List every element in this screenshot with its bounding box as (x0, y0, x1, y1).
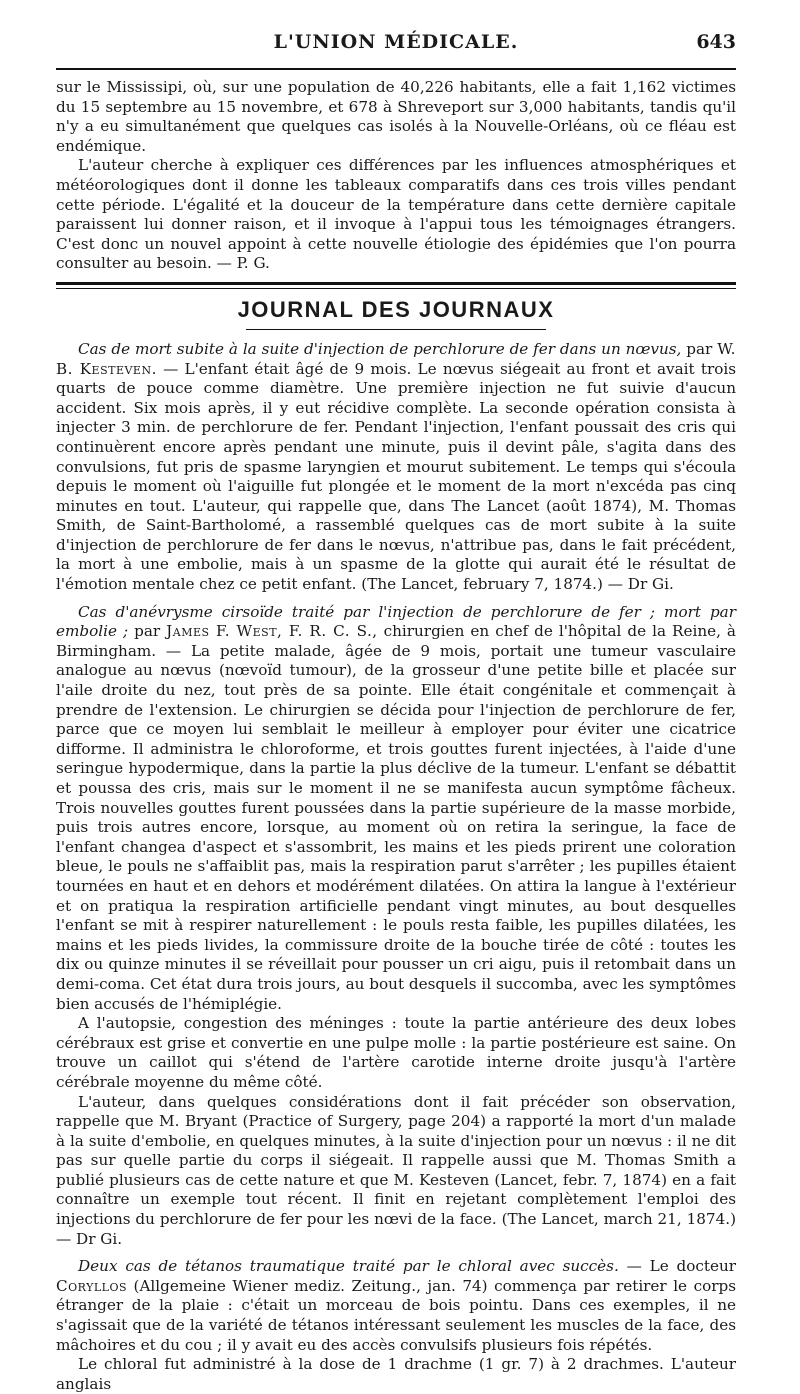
article-author: James F. West, F. R. C. S., (166, 622, 378, 641)
chloral-paragraph: Le chloral fut administré à la dose de 1 drachme (1 gr. 7) à 2 drachmes. L'auteur anglais (56, 1355, 736, 1393)
article-body: chirurgien en chef de l'hôpital de la Reine, à Birmingham. — La petite malade, âgée de 9 mois, portait une tumeur vasculaire analogue au nœvus (nœvoïd tumour), de la grosseur d'une petite bille et placée sur l'aile droite du nez, tout près de sa pointe. Elle était congénitale et commençait à prendre de l'extension. Le chirurgien se décida pour l'injection de perchlorure de fer, parce que ce moyen lui semblait le meilleur à employer pour éviter une cicatrice difforme. Il administra le chloroforme, et trois gouttes furent injectées, à l'aide d'une seringue hypodermique, dans la partie la plus déclive de la tumeur. L'enfant se débattit et poussa des cris, mais sur le moment il ne se manifesta aucun symptôme fâcheux. Trois nouvelles gouttes furent poussées dans la partie supérieure de la masse morbide, puis trois autres encore, lorsque, au moment où on retira la seringue, la face de l'enfant changea d'aspect et s'assombrit, les mains et les pieds prirent une coloration bleue, le pouls ne s'affaiblit pas, mais la respiration parut s'arrêter ; les pupilles étaient tournées en haut et en dehors et modérément dilatées. On attira la langue à l'extérieur et on pratiqua la respiration artificielle pendant vingt minutes, au bout desquelles l'enfant se mit à respirer naturellement : le pouls resta faible, les pupilles dilatées, les mains et les pieds livides, la commissure droite de la bouche tirée de côté : toutes les dix ou quinze minutes il se réveillait pour pousser un cri aigu, puis il retombait dans un demi-coma. Cet état dura trois jours, au bout desquels il succomba, avec les symptômes bien accusés de l'hémiplégie. (56, 622, 736, 1013)
article-paragraph (56, 1257, 736, 1355)
intro-paragraph-1: sur le Mississipi, où, sur une population de 40,226 habitants, elle a fait 1,162 victimes du 15 septembre au 15 novembre, et 678 à Shreveport sur 3,000 habitants, tandis qu'il n'y a eu simultanément que quelques cas isolés à la Nouvelle-Orléans, où ce fléau est endémique. (56, 78, 736, 155)
article-body: (Allgemeine Wiener mediz. Zeitung., jan. 74) commença par retirer le corps étranger de la plaie : c'était un morceau de bois pointu. Dans ces exemples, il ne s'agissait que de la variété de tétanos intéressant seulement les muscles de la face, des mâchoires et du cou ; il y avait eu des accès convulsifs plusieurs fois répétés. (56, 1276, 736, 1354)
article-paragraph (56, 603, 736, 1014)
section-divider (56, 282, 736, 289)
intro-paragraph-2: L'auteur cherche à expliquer ces différences par les influences atmosphériques et météorologiques dont il donne les tableaux comparatifs dans ces trois villes pendant cette période. L'égalité et la douceur de la température dans cette dernière capitale paraissent lui donner raison, et il invoque à l'appui tous les témoignages étrangers. C'est donc un nouvel appoint à cette nouvelle étiologie des épidémies que l'on pourra consulter au besoin. — P. G. (56, 156, 736, 273)
header-rule (56, 68, 736, 70)
article-author: Coryllos (56, 1276, 128, 1295)
article-paragraph (56, 340, 736, 595)
running-head (56, 22, 736, 62)
article-title: Deux cas de tétanos traumatique traité par le chloral avec succès. (78, 1257, 619, 1276)
article-west (56, 603, 736, 1250)
article-author: W. B. Kesteven. (56, 339, 736, 378)
article-kesteven (56, 340, 736, 595)
journal-title: L'UNION MÉDICALE. (273, 31, 519, 53)
discussion-paragraph: L'auteur, dans quelques considérations dont il fait précéder son observation, rappelle que M. Bryant (Practice of Surgery, page 204) a rapporté la mort d'un malade à la suite d'embolie, en quelques minutes, à la suite d'injection pour un nœvus : il ne dit pas sur quelle partie du corps il siégeait. Il rappelle aussi que M. Thomas Smith a publié plusieurs cas de cette nature et que M. Kesteven (Lancet, febr. 7, 1874) en a fait connaître un exemple tout récent. Il finit en rejetant complètement l'emploi des injections du perchlorure de fer pour les nœvi de la face. (The Lancet, march 21, 1874.) — Dr Gi. (56, 1092, 736, 1248)
article-by: par (128, 622, 167, 641)
section-title-rule (246, 329, 546, 330)
article-title: Cas de mort subite à la suite d'injection de perchlorure de fer dans un nœvus, (78, 339, 682, 358)
article-coryllos (56, 1257, 736, 1394)
section-title: JOURNAL DES JOURNAUX (237, 296, 555, 322)
article-body: — L'enfant était âgé de 9 mois. Le nœvus siégeait au front et avait trois quarts de pouce comme diamètre. Une première injection ne fut suivie d'aucun accident. Six mois après, il y eut récidive complète. La seconde opération consista à injecter 3 min. de perchlorure de fer. Pendant l'injection, l'enfant poussait des cris qui continuèrent encore après pendant une minute, puis il devint pâle, s'agita dans des convulsions, fut pris de spasme laryngien et mourut subitement. Le temps qui s'écoula depuis le moment où l'aiguille fut plongée et le moment de la mort n'excéda pas cinq minutes en tout. L'auteur, qui rappelle que, dans The Lancet (août 1874), M. Thomas Smith, de Saint-Bartholomé, a rassemblé quelques cas de mort subite à la suite d'injection de perchlorure de fer dans le nœvus, n'attribue pas, dans le fait précédent, la mort à une embolie, mais à un spasme de la glotte qui aurait été le résultat de l'émotion mentale chez ce petit enfant. (The Lancet, february 7, 1874.) — Dr Gi. (56, 359, 736, 594)
article-by: par (681, 339, 718, 358)
article-title: Cas d'anévrysme cirsoïde traité par l'injection de perchlorure de fer ; mort par embolie ; (56, 602, 736, 641)
article-by: — Le docteur (618, 1257, 736, 1276)
page-number: 643 (696, 31, 736, 53)
autopsy-paragraph: A l'autopsie, congestion des méninges : toute la partie antérieure des deux lobes cérébraux est grise et convertie en une pulpe molle : la partie postérieure est saine. On trouve un caillot qui s'étend de l'artère carotide interne droite jusqu'à l'artère cérébrale moyenne du même côté. (56, 1014, 736, 1091)
